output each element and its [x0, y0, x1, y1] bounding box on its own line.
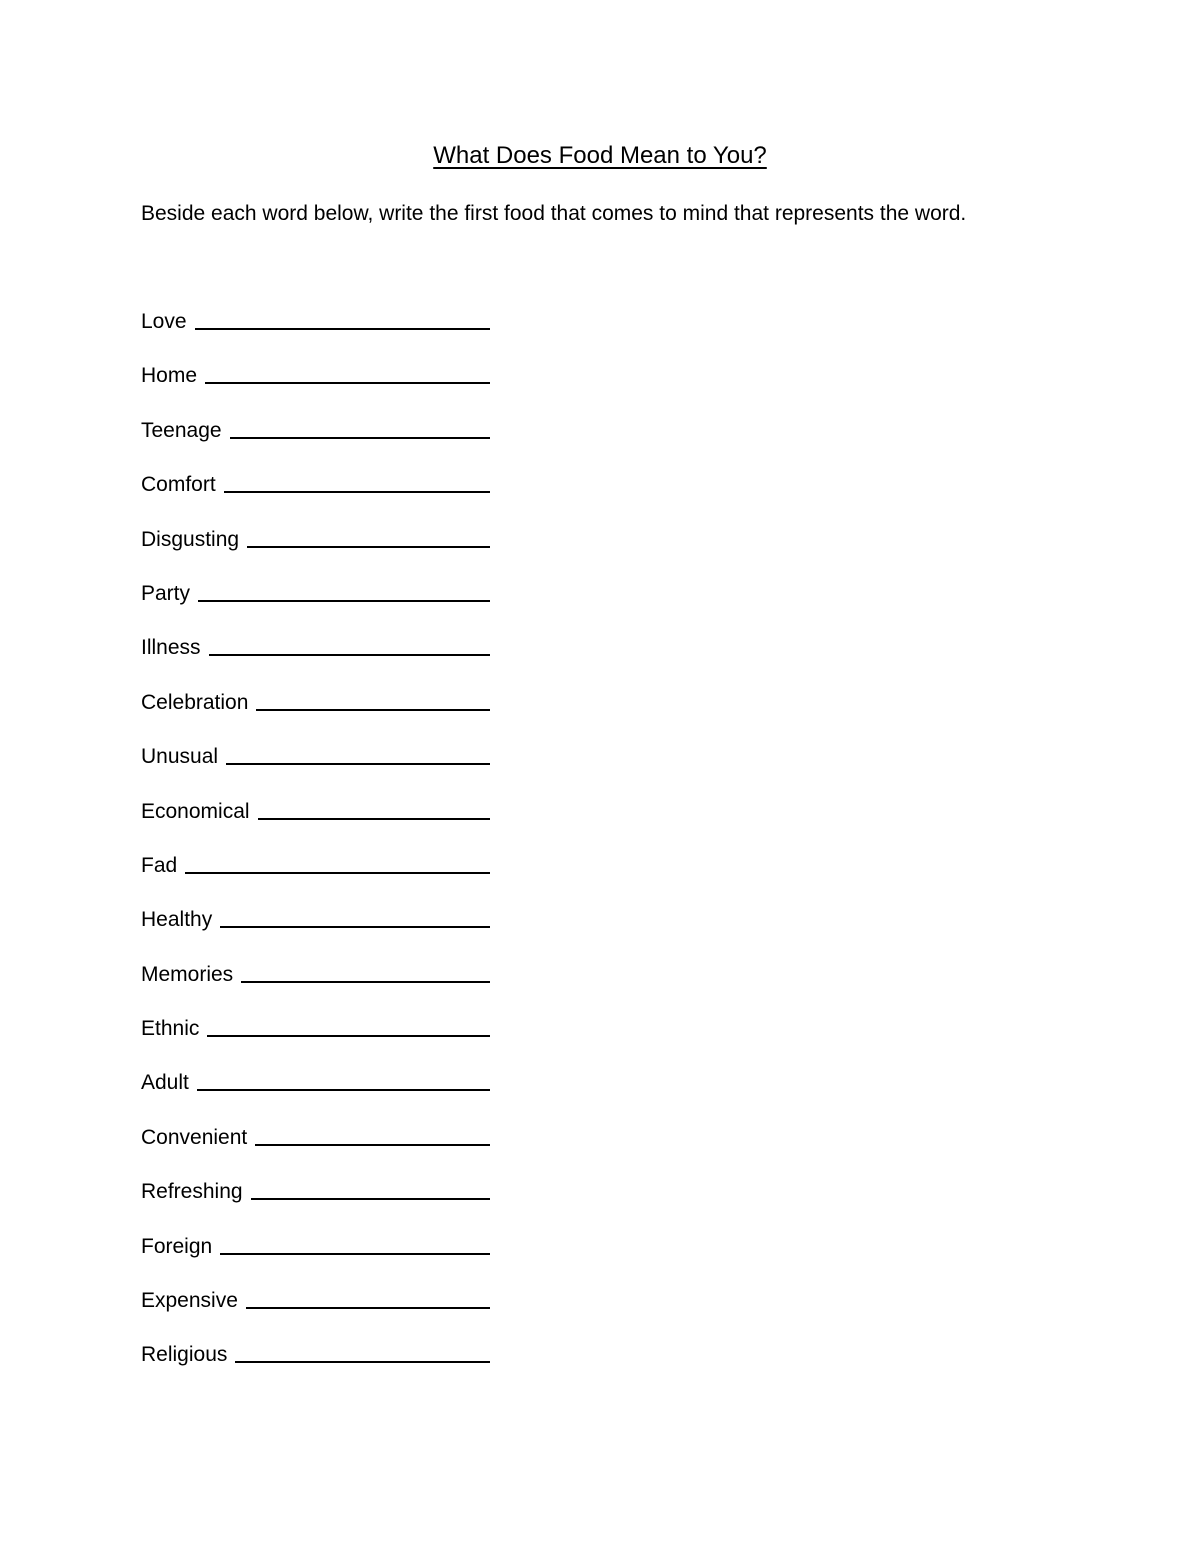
word-row [141, 1285, 490, 1339]
word-row [141, 1067, 490, 1121]
word-label: Foreign [141, 1234, 213, 1258]
word-row [141, 796, 490, 850]
word-label: Home [141, 364, 198, 388]
word-list [141, 306, 490, 1394]
answer-blank[interactable] [224, 469, 490, 493]
answer-blank[interactable] [197, 1067, 490, 1091]
answer-blank[interactable] [220, 904, 490, 928]
word-row [141, 850, 490, 904]
word-row [141, 524, 490, 578]
word-label: Ethnic [141, 1017, 200, 1041]
word-label: Religious [141, 1343, 228, 1367]
answer-blank[interactable] [230, 415, 490, 439]
word-label: Convenient [141, 1125, 248, 1149]
word-label: Memories [141, 962, 234, 986]
word-row [141, 632, 490, 686]
answer-blank[interactable] [246, 1285, 490, 1309]
word-row [141, 687, 490, 741]
word-label: Adult [141, 1071, 189, 1095]
word-row [141, 360, 490, 414]
word-label: Disgusting [141, 527, 240, 551]
answer-blank[interactable] [209, 632, 490, 656]
word-label: Fad [141, 853, 178, 877]
word-label: Unusual [141, 745, 219, 769]
page-title [0, 140, 1200, 172]
answer-blank[interactable] [198, 578, 490, 602]
answer-blank[interactable] [251, 1176, 490, 1200]
answer-blank[interactable] [258, 796, 490, 820]
answer-blank[interactable] [226, 741, 490, 765]
word-label: Teenage [141, 418, 222, 442]
word-row [141, 1176, 490, 1230]
answer-blank[interactable] [241, 959, 490, 983]
word-row [141, 959, 490, 1013]
word-row [141, 1122, 490, 1176]
word-row [141, 1339, 490, 1393]
word-row [141, 904, 490, 958]
answer-blank[interactable] [220, 1231, 490, 1255]
answer-blank[interactable] [247, 524, 490, 548]
word-label: Refreshing [141, 1180, 243, 1204]
word-row [141, 741, 490, 795]
instructions: Beside each word below, write the first food that comes to mind that represents the word. [141, 202, 967, 225]
word-row [141, 306, 490, 360]
answer-blank[interactable] [207, 1013, 490, 1037]
word-row [141, 469, 490, 523]
answer-blank[interactable] [185, 850, 490, 874]
page-title-text: What Does Food Mean to You? [433, 142, 767, 169]
word-label: Illness [141, 636, 201, 660]
word-row [141, 415, 490, 469]
answer-blank[interactable] [256, 687, 490, 711]
word-label: Party [141, 581, 191, 605]
word-label: Comfort [141, 473, 216, 497]
word-label: Expensive [141, 1289, 238, 1313]
word-label: Celebration [141, 690, 249, 714]
answer-blank[interactable] [195, 306, 490, 330]
word-label: Love [141, 310, 187, 333]
answer-blank[interactable] [205, 360, 490, 384]
word-label: Economical [141, 799, 250, 823]
answer-blank[interactable] [235, 1339, 490, 1363]
word-row [141, 1231, 490, 1285]
answer-blank[interactable] [255, 1122, 490, 1146]
word-row [141, 1013, 490, 1067]
word-label: Healthy [141, 908, 213, 932]
word-row [141, 578, 490, 632]
